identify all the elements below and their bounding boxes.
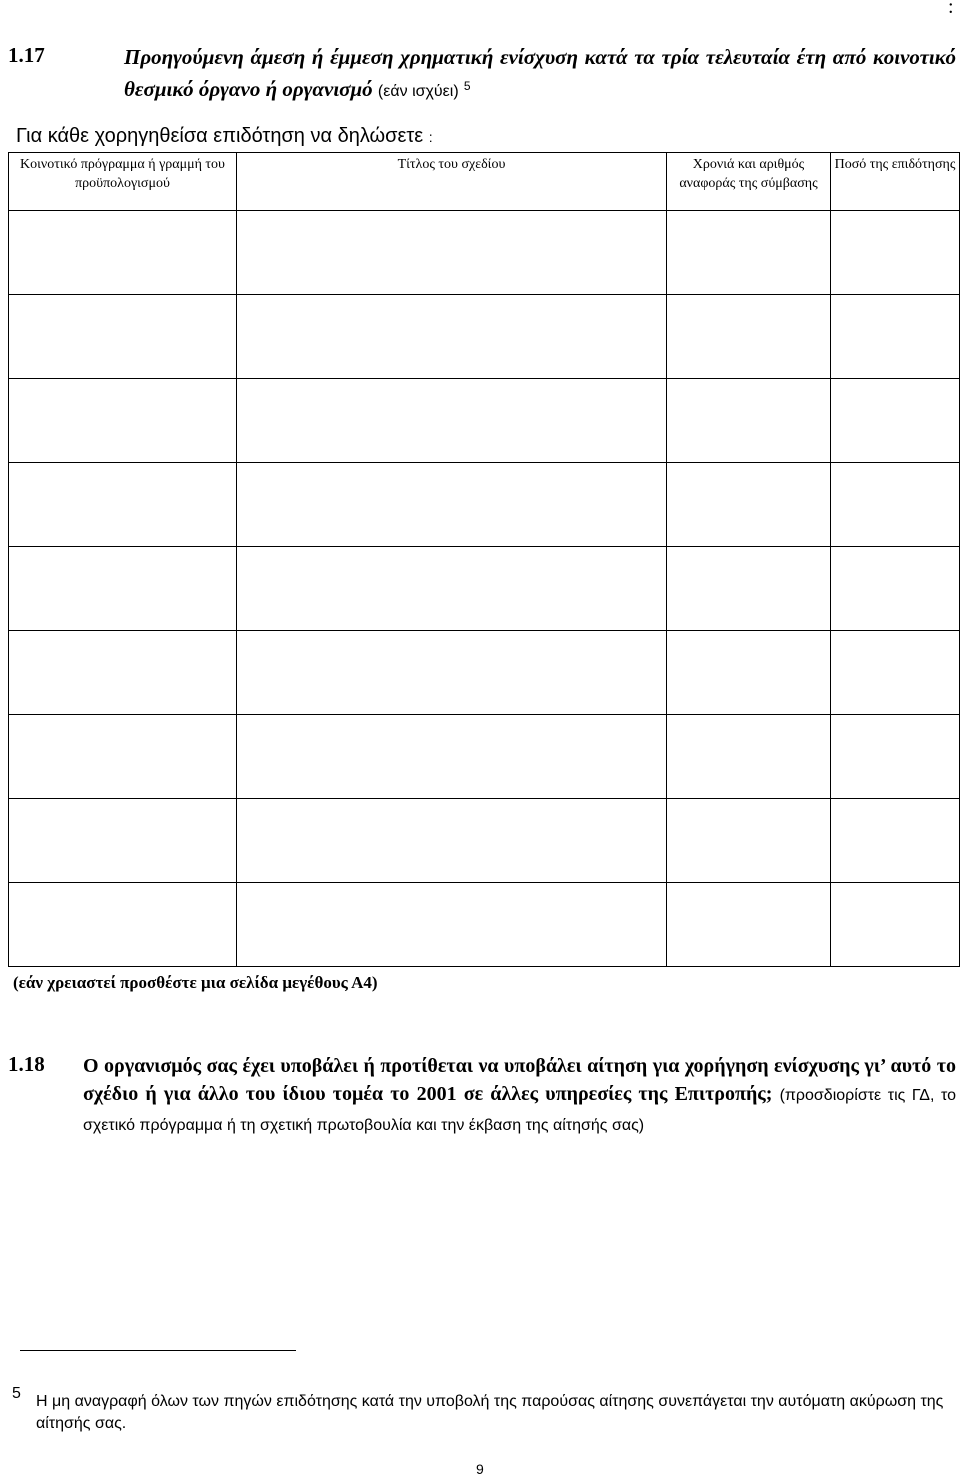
table-cell[interactable]: [831, 463, 960, 547]
section-118-note: (προσδιορίστε τις ΓΔ, το σχετικό πρόγραμμα ή τη σχετική πρωτοβουλία και την έκβαση της αίτησής σας): [83, 1087, 956, 1134]
section-118-number: 1.18: [8, 1052, 45, 1076]
table-cell[interactable]: [667, 715, 831, 799]
table-cell[interactable]: [831, 799, 960, 883]
table-row: [9, 463, 960, 547]
table-cell[interactable]: [831, 631, 960, 715]
table-row: [9, 715, 960, 799]
table-cell[interactable]: [667, 883, 831, 967]
table-row: [9, 547, 960, 631]
grant-table-header-row: [9, 153, 960, 211]
table-row: [9, 211, 960, 295]
section-117-title: [124, 43, 956, 106]
table-cell[interactable]: [9, 715, 237, 799]
table-cell[interactable]: [9, 463, 237, 547]
table-cell[interactable]: [831, 715, 960, 799]
corner-mark: :: [948, 0, 954, 18]
table-cell[interactable]: [237, 379, 667, 463]
grant-intro-text: Για κάθε χορηγηθείσα επιδότηση να δηλώσετε: [16, 125, 424, 147]
table-cell[interactable]: [237, 463, 667, 547]
grant-table: [8, 152, 960, 967]
table-cell[interactable]: [831, 379, 960, 463]
section-117-title-text: Προηγούμενη άμεση ή έμμεση χρηματική ενίσχυση κατά τα τρία τελευταία έτη από κοινοτικό θεσμικό όργανο ή οργανισμό: [124, 45, 956, 101]
section-117-note: (εάν ισχύει): [377, 83, 459, 100]
header-project-title: Τίτλος του σχεδίου: [237, 153, 667, 211]
table-cell[interactable]: [237, 211, 667, 295]
table-cell[interactable]: [9, 883, 237, 967]
table-cell[interactable]: [831, 547, 960, 631]
table-row: [9, 295, 960, 379]
table-row: [9, 883, 960, 967]
table-cell[interactable]: [237, 295, 667, 379]
footnote-separator: [20, 1350, 296, 1351]
table-cell[interactable]: [667, 379, 831, 463]
table-row: [9, 631, 960, 715]
header-programme: Κοινοτικό πρόγραμμα ή γραμμή του προϋπολογισμού: [9, 153, 237, 211]
section-118-question-text: Ο οργανισμός σας έχει υποβάλει ή προτίθεται να υποβάλει αίτηση για χορήγηση ενίσχυσης γι’ αυτό το σχέδιο ή για άλλο του ίδιου τομέα το 2001 σε άλλες υπηρεσίες της Επιτροπής;: [83, 1055, 956, 1105]
grant-intro-colon: :: [428, 129, 433, 145]
table-row: [9, 379, 960, 463]
table-cell[interactable]: [9, 211, 237, 295]
add-page-hint: (εάν χρειαστεί προσθέστε μια σελίδα μεγέθους Α4): [13, 973, 378, 992]
table-cell[interactable]: [237, 799, 667, 883]
table-cell[interactable]: [667, 547, 831, 631]
table-cell[interactable]: [9, 631, 237, 715]
table-cell[interactable]: [831, 883, 960, 967]
header-grant-amount: Ποσό της επιδότησης: [831, 153, 960, 211]
table-cell[interactable]: [667, 211, 831, 295]
table-cell[interactable]: [237, 631, 667, 715]
page-number: 9: [476, 1461, 484, 1477]
footnote-text: Η μη αναγραφή όλων των πηγών επιδότησης κατά την υποβολή της παρούσας αίτησης συνεπάγεται την αυτόματη ακύρωση της αίτησής σας.: [36, 1393, 944, 1432]
table-cell[interactable]: [237, 883, 667, 967]
table-cell[interactable]: [667, 463, 831, 547]
table-cell[interactable]: [9, 379, 237, 463]
table-cell[interactable]: [237, 715, 667, 799]
footnote-ref-5: 5: [463, 79, 471, 93]
table-cell[interactable]: [667, 631, 831, 715]
table-cell[interactable]: [9, 547, 237, 631]
table-cell[interactable]: [667, 799, 831, 883]
table-cell[interactable]: [831, 211, 960, 295]
section-118-question: [83, 1052, 956, 1140]
table-cell[interactable]: [9, 295, 237, 379]
table-row: [9, 799, 960, 883]
table-cell[interactable]: [9, 799, 237, 883]
table-cell[interactable]: [831, 295, 960, 379]
table-cell[interactable]: [237, 547, 667, 631]
table-cell[interactable]: [667, 295, 831, 379]
section-117-number: 1.17: [8, 43, 45, 67]
grant-intro: [16, 125, 433, 148]
header-contract-year-ref: Χρονιά και αριθμός αναφοράς της σύμβασης: [667, 153, 831, 211]
footnote-number: 5: [12, 1385, 21, 1402]
